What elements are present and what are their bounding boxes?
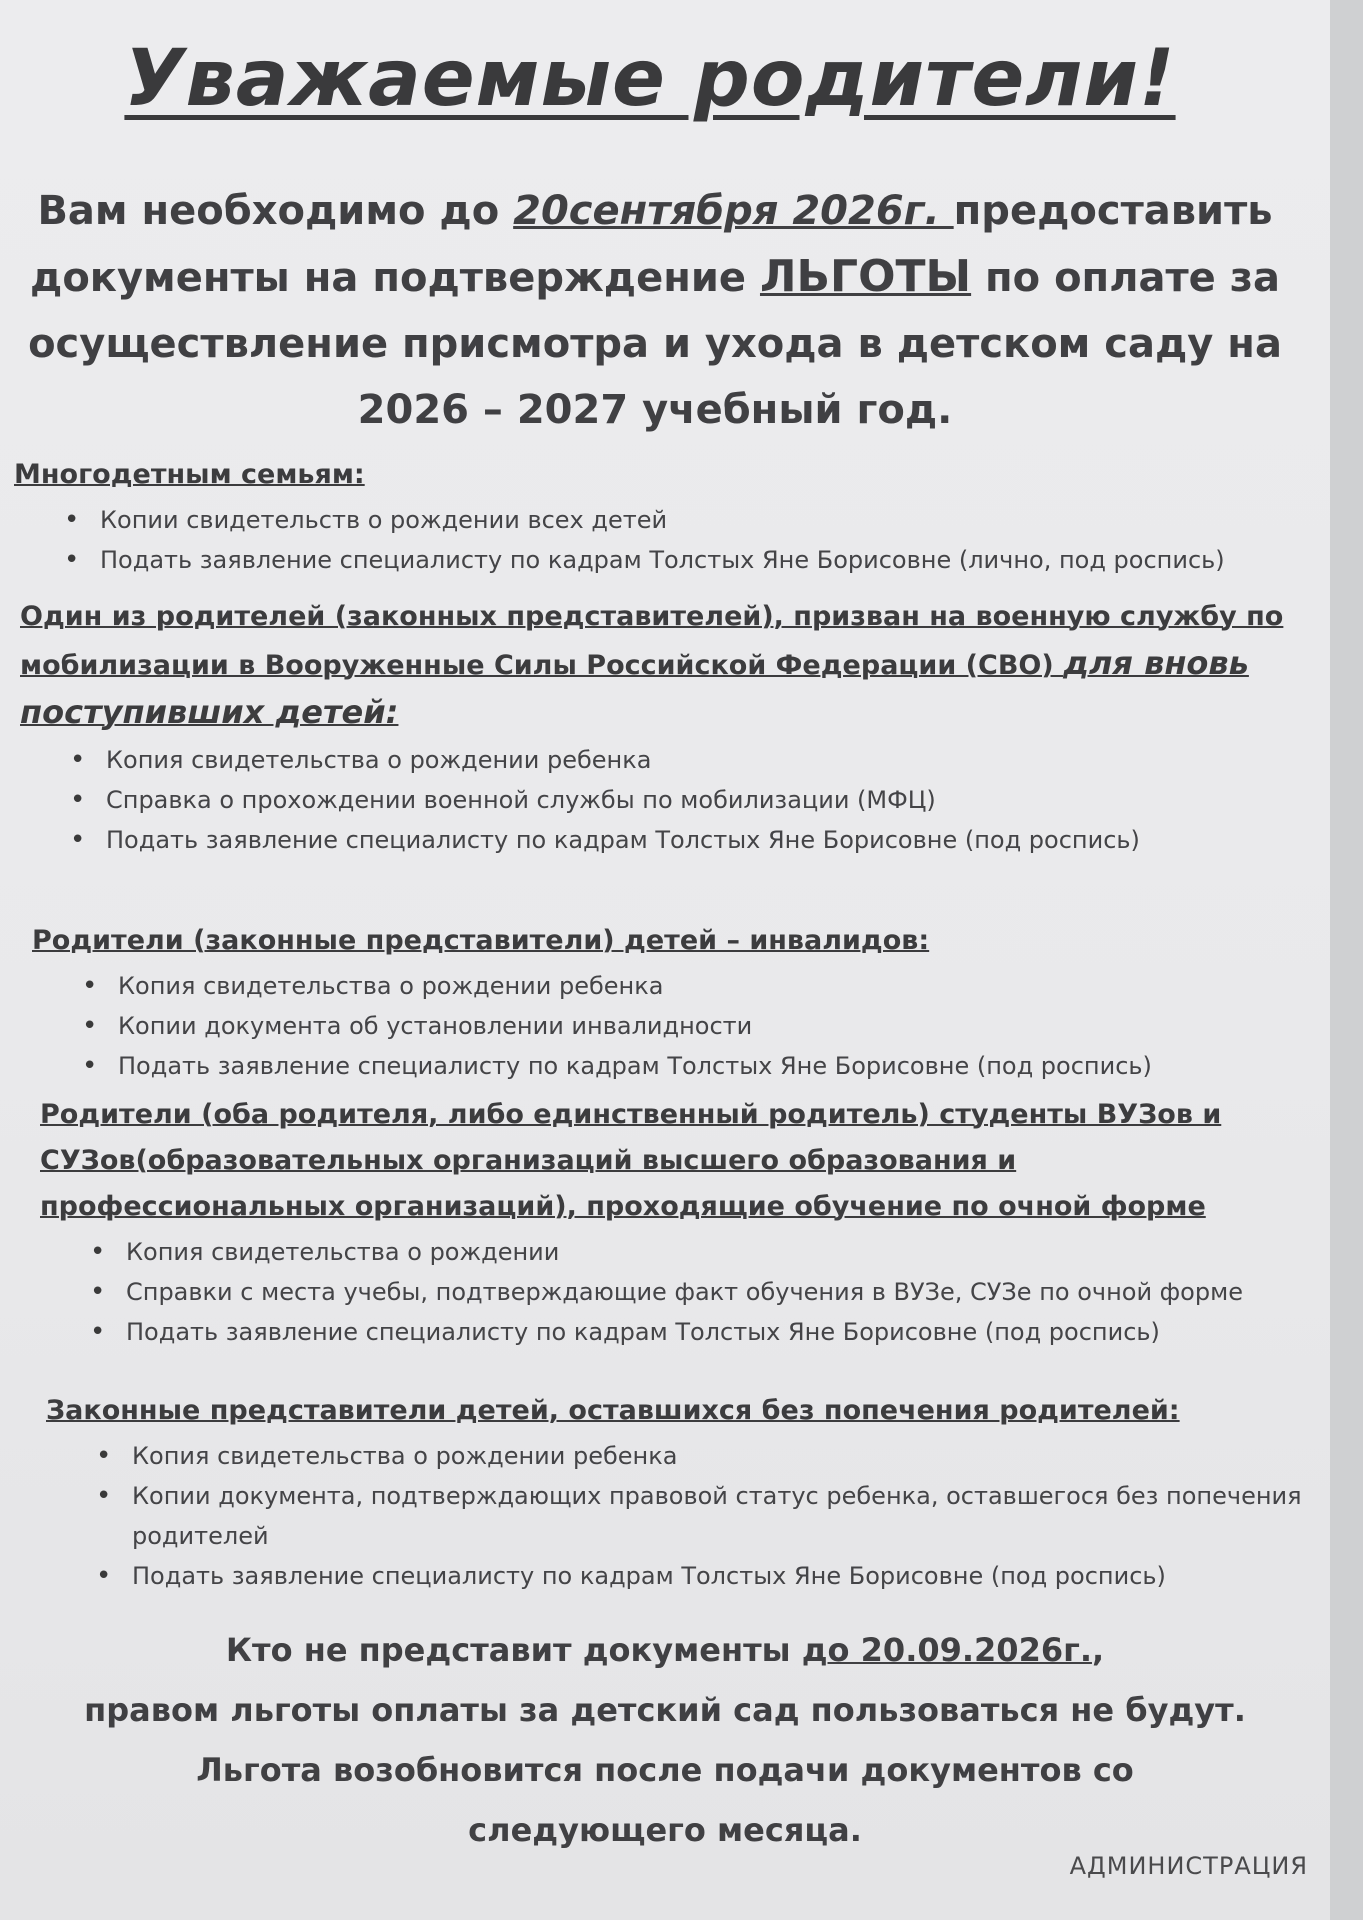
bullet-icon: • xyxy=(70,785,86,815)
section-heading: Многодетным семьям: xyxy=(14,459,365,490)
closing-line-3: Льгота возобновится после подачи документов со xyxy=(196,1751,1134,1789)
bullet-icon: • xyxy=(64,545,80,575)
section-large-families xyxy=(14,452,1304,580)
document-list xyxy=(46,1436,1306,1596)
list-item: • Копии документа об установлении инвалидности xyxy=(82,1006,1302,1046)
intro-paragraph xyxy=(20,178,1290,443)
bullet-icon: • xyxy=(82,1051,98,1081)
bullet-icon: • xyxy=(90,1237,106,1267)
list-item: • Подать заявление специалисту по кадрам Толстых Яне Борисовне (под роспись) xyxy=(70,820,1300,860)
closing-deadline: до 20.09.2026г. xyxy=(801,1631,1092,1669)
background-margin xyxy=(1330,0,1363,1920)
document-list xyxy=(40,1232,1310,1352)
list-item: • Копия свидетельства о рождении ребенка xyxy=(96,1436,1306,1476)
closing-notice xyxy=(0,1620,1330,1860)
bullet-icon: • xyxy=(70,825,86,855)
benefit-word: ЛЬГОТЫ xyxy=(759,251,972,302)
closing-line-2: правом льготы оплаты за детский сад пользоваться не будут. xyxy=(84,1691,1246,1729)
bullet-icon: • xyxy=(64,505,80,535)
list-item: • Копии документа, подтверждающих правовой статус ребенка, оставшегося без попечения родителей xyxy=(96,1476,1306,1556)
section-mobilized xyxy=(20,594,1300,860)
section-heading: Родители (оба родителя, либо единственный родитель) студенты ВУЗов и СУЗов(образовательных организаций высшего образования и профессиональных организаций), проходящие обучение по очной форме xyxy=(40,1099,1222,1222)
document-list xyxy=(20,740,1300,860)
list-item: • Подать заявление специалисту по кадрам Толстых Яне Борисовне (под роспись) xyxy=(82,1046,1302,1086)
bullet-icon: • xyxy=(96,1441,112,1471)
intro-text-2: предоставить документы на подтверждение xyxy=(30,188,1273,301)
closing-line-1: Кто не представит документы до 20.09.2026г., xyxy=(225,1631,1105,1669)
bullet-icon: • xyxy=(90,1277,106,1307)
list-item: • Справки с места учебы, подтверждающие факт обучения в ВУЗе, СУЗе по очной форме xyxy=(90,1272,1310,1312)
section-students xyxy=(40,1092,1310,1352)
section-heading: Один из родителей (законных представителей), призван на военную службу по мобилизации в Вооруженные Силы Российской Федерации (СВО) для вновь поступивших детей: xyxy=(20,601,1284,731)
page-title: Уважаемые родители! xyxy=(124,34,1176,124)
signature-administration: АДМИНИСТРАЦИЯ xyxy=(1069,1852,1308,1880)
list-item: • Подать заявление специалисту по кадрам Толстых Яне Борисовне (лично, под роспись) xyxy=(64,540,1304,580)
list-item: • Копия свидетельства о рождении ребенка xyxy=(70,740,1300,780)
bullet-icon: • xyxy=(82,1011,98,1041)
section-heading: Законные представители детей, оставшихся без попечения родителей: xyxy=(46,1395,1180,1426)
bullet-icon: • xyxy=(96,1561,112,1591)
document-list xyxy=(14,500,1304,580)
closing-line-4: следующего месяца. xyxy=(468,1811,862,1849)
document-list xyxy=(32,966,1302,1086)
deadline-date: 20сентября 2026г. xyxy=(513,188,954,234)
section-disabled-children xyxy=(32,918,1302,1086)
list-item: • Копии свидетельств о рождении всех детей xyxy=(64,500,1304,540)
list-item: • Подать заявление специалисту по кадрам Толстых Яне Борисовне (под роспись) xyxy=(96,1556,1306,1596)
list-item: • Справка о прохождении военной службы по мобилизации (МФЦ) xyxy=(70,780,1300,820)
intro-text-3: по оплате за осуществление присмотра и ухода в детском саду на 2026 – 2027 учебный год. xyxy=(28,255,1282,433)
bullet-icon: • xyxy=(90,1317,106,1347)
section-heading-italic: для вновь поступивших детей: xyxy=(20,644,1249,731)
list-item: • Подать заявление специалисту по кадрам Толстых Яне Борисовне (под роспись) xyxy=(90,1312,1310,1352)
bullet-icon: • xyxy=(70,745,86,775)
section-heading: Родители (законные представители) детей – инвалидов: xyxy=(32,925,930,956)
intro-text-1: Вам необходимо до xyxy=(37,188,514,234)
section-guardians xyxy=(46,1388,1306,1596)
bullet-icon: • xyxy=(96,1481,112,1511)
bullet-icon: • xyxy=(82,971,98,1001)
list-item: • Копия свидетельства о рождении xyxy=(90,1232,1310,1272)
list-item: • Копия свидетельства о рождении ребенка xyxy=(82,966,1302,1006)
